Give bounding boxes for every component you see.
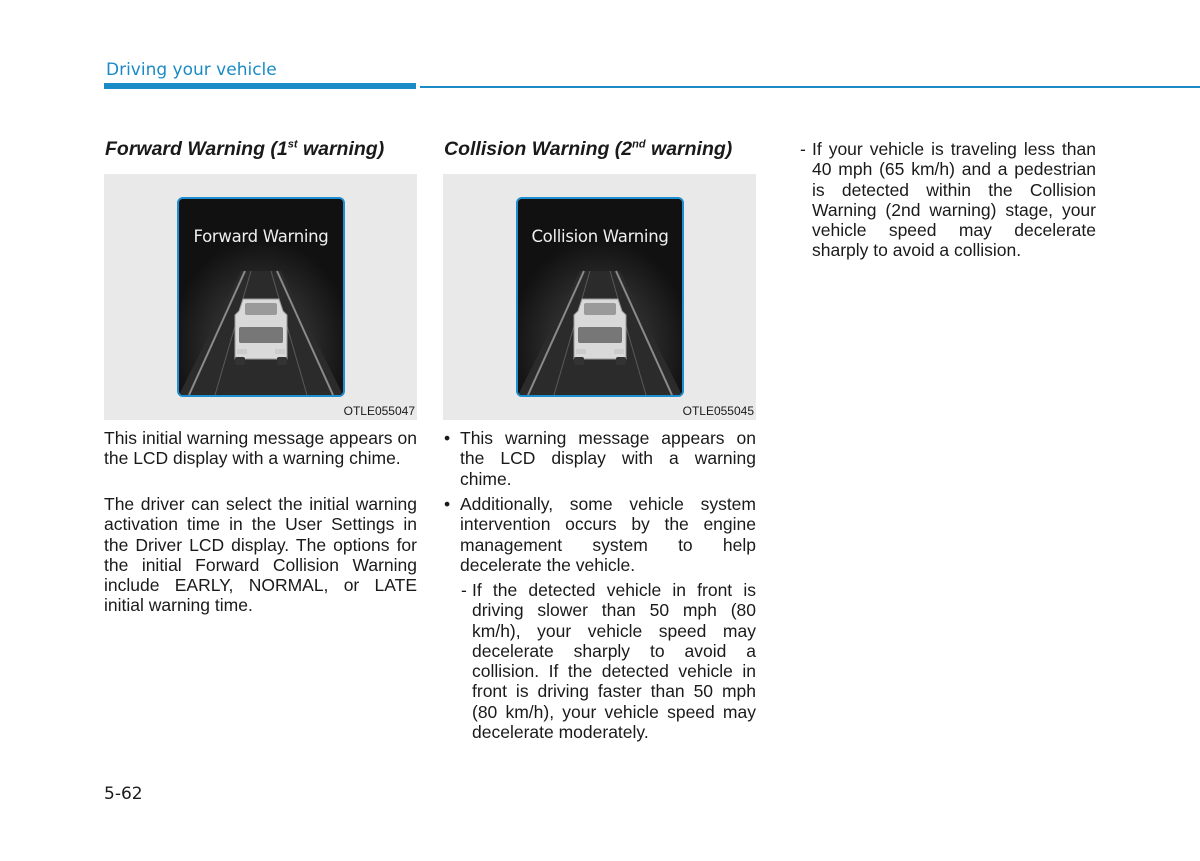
lcd-message: Forward Warning (193, 227, 329, 246)
forward-warning-figure (104, 174, 417, 420)
header-rule-thin (420, 86, 1200, 88)
dash-marker: - (461, 580, 467, 600)
lcd-message: Collision Warning (531, 227, 669, 246)
car-icon (235, 299, 287, 365)
heading-superscript: st (287, 138, 298, 151)
sub-item: If the detected vehicle in front is driving slower than 50 mph (80 km/h), your vehicle speed may decelerate sharply to avoid a collision. If the detected vehicle in front is driving faster than 50 mph (80 km/h), your vehicle speed may decelerate moderately. (472, 580, 756, 743)
figure-code: OTLE055047 (343, 404, 415, 418)
bullet-marker: • (444, 428, 451, 448)
bullet-item: This warning message appears on the LCD display with a warning chime. (460, 428, 756, 489)
figure-code: OTLE055045 (682, 404, 754, 418)
bullet-marker: • (444, 494, 451, 514)
heading-text: warning) (297, 138, 385, 160)
section-title: Driving your vehicle (106, 60, 277, 80)
body-paragraph: The driver can select the initial warning activation time in the User Settings in the Driver LCD display. The options for the initial Forward Collision Warning include EARLY, NORMAL, or LATE initial warning time. (104, 494, 417, 616)
heading-text: warning) (645, 138, 733, 160)
bullet-item: Additionally, some vehicle system intervention occurs by the engine management system to help decelerate the vehicle. (460, 494, 756, 575)
body-paragraph: This initial warning message appears on the LCD display with a warning chime. (104, 428, 417, 469)
sub-item: If your vehicle is traveling less than 40 mph (65 km/h) and a pedestrian is detected within the Collision Warning (2nd warning) stage, your vehicle speed may decelerate sharply to avoid a collision. (812, 139, 1096, 261)
page-number: 5-62 (104, 784, 143, 804)
lcd-screen (177, 197, 345, 397)
heading-text: Forward Warning (1 (105, 138, 288, 160)
heading-superscript: nd (632, 138, 646, 151)
collision-warning-heading (444, 138, 732, 161)
lcd-screen (516, 197, 684, 397)
dash-marker: - (800, 139, 806, 159)
header-rule-thick (104, 83, 416, 89)
heading-text: Collision Warning (2 (444, 138, 633, 160)
car-icon (574, 299, 626, 365)
forward-warning-heading (105, 138, 384, 161)
collision-warning-figure (443, 174, 756, 420)
